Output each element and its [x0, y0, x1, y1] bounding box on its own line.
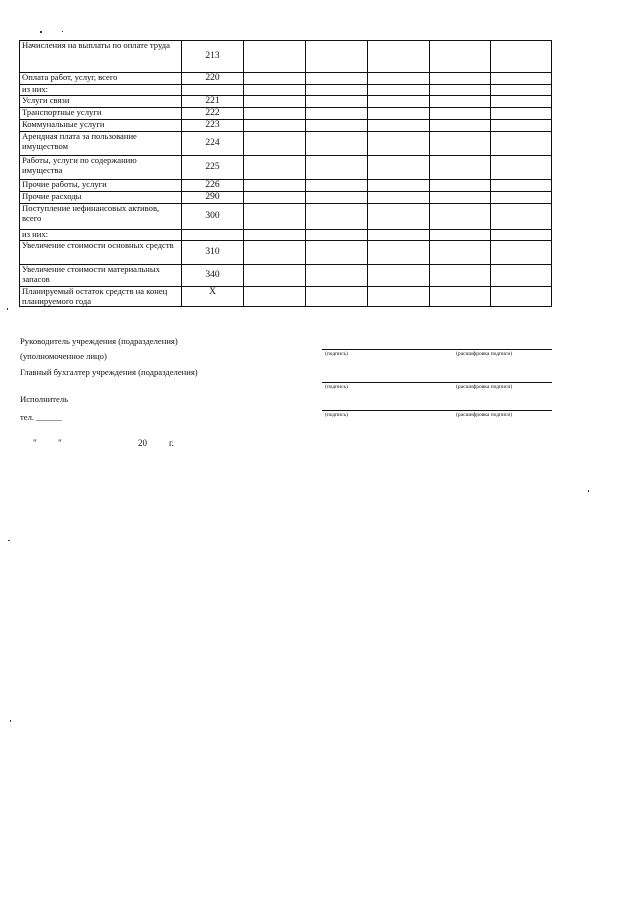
accountant-sign-caption: (подпись)	[325, 384, 348, 390]
scan-speck	[10, 720, 11, 722]
executor-decode-caption: (расшифровка подписи)	[456, 412, 513, 418]
row-code: 300	[182, 203, 244, 229]
table-row	[20, 191, 552, 203]
table-row	[20, 179, 552, 191]
row-code: 222	[182, 107, 244, 119]
table-row	[20, 73, 552, 85]
row-label: Поступление нефинансовых активов, всего	[20, 203, 182, 229]
chief-accountant-title: Главный бухгалтер учреждения (подразделения)	[20, 367, 198, 377]
table-row	[20, 119, 552, 131]
row-label: Увеличение стоимости основных средств	[20, 240, 182, 264]
row-label: Планируемый остаток средств на конец планируемого года	[20, 286, 182, 307]
date-quote-open: "	[33, 438, 37, 448]
table-row	[20, 264, 552, 286]
scan-speck	[8, 540, 10, 541]
scan-speck	[588, 490, 589, 492]
row-label: Начисления на выплаты по оплате труда	[20, 41, 182, 73]
row-label: Услуги связи	[20, 96, 182, 108]
accountant-signature-line	[322, 382, 552, 383]
head-title: Руководитель учреждения (подразделения)	[20, 336, 178, 346]
row-label: Арендная плата за пользование имуществом	[20, 131, 182, 155]
row-code	[182, 229, 244, 240]
table-row	[20, 85, 552, 96]
row-code: 340	[182, 264, 244, 286]
table-row	[20, 107, 552, 119]
row-label: из них:	[20, 85, 182, 96]
date-year-prefix: 20	[138, 438, 147, 448]
date-quote-close: "	[58, 438, 62, 448]
row-code: 223	[182, 119, 244, 131]
scan-speck	[7, 308, 8, 310]
table-row	[20, 286, 552, 307]
table-row	[20, 131, 552, 155]
row-label: Увеличение стоимости материальных запасов	[20, 264, 182, 286]
row-code: 290	[182, 191, 244, 203]
row-label: Прочие работы, услуги	[20, 179, 182, 191]
row-code: 224	[182, 131, 244, 155]
executor-title: Исполнитель	[20, 394, 69, 404]
row-label: Коммунальные услуги	[20, 119, 182, 131]
row-label: Транспортные услуги	[20, 107, 182, 119]
accountant-decode-caption: (расшифровка подписи)	[456, 384, 513, 390]
row-code: 221	[182, 96, 244, 108]
row-label: Оплата работ, услуг, всего	[20, 73, 182, 85]
table-row	[20, 155, 552, 179]
head-signature-line	[322, 349, 552, 350]
executor-sign-caption: (подпись)	[325, 412, 348, 418]
expenditure-table	[19, 40, 552, 307]
authorized-person-label: (уполномоченное лицо)	[20, 351, 107, 361]
head-decode-caption: (расшифровка подписи)	[456, 351, 513, 357]
table-row	[20, 41, 552, 73]
table-row	[20, 229, 552, 240]
scan-speck	[62, 31, 63, 32]
row-label: из них:	[20, 229, 182, 240]
phone-field: тел. ______	[20, 412, 62, 422]
row-code: 310	[182, 240, 244, 264]
row-label: Прочие расходы	[20, 191, 182, 203]
row-code: X	[182, 286, 244, 307]
table-row	[20, 96, 552, 108]
row-code	[182, 85, 244, 96]
executor-signature-line	[322, 410, 552, 411]
row-code: 220	[182, 73, 244, 85]
row-code: 226	[182, 179, 244, 191]
row-code: 225	[182, 155, 244, 179]
table-row	[20, 240, 552, 264]
table-row	[20, 203, 552, 229]
row-code: 213	[182, 41, 244, 73]
date-year-suffix: г.	[169, 438, 174, 448]
head-sign-caption: (подпись)	[325, 351, 348, 357]
scan-speck	[40, 31, 42, 33]
row-label: Работы, услуги по содержанию имущества	[20, 155, 182, 179]
